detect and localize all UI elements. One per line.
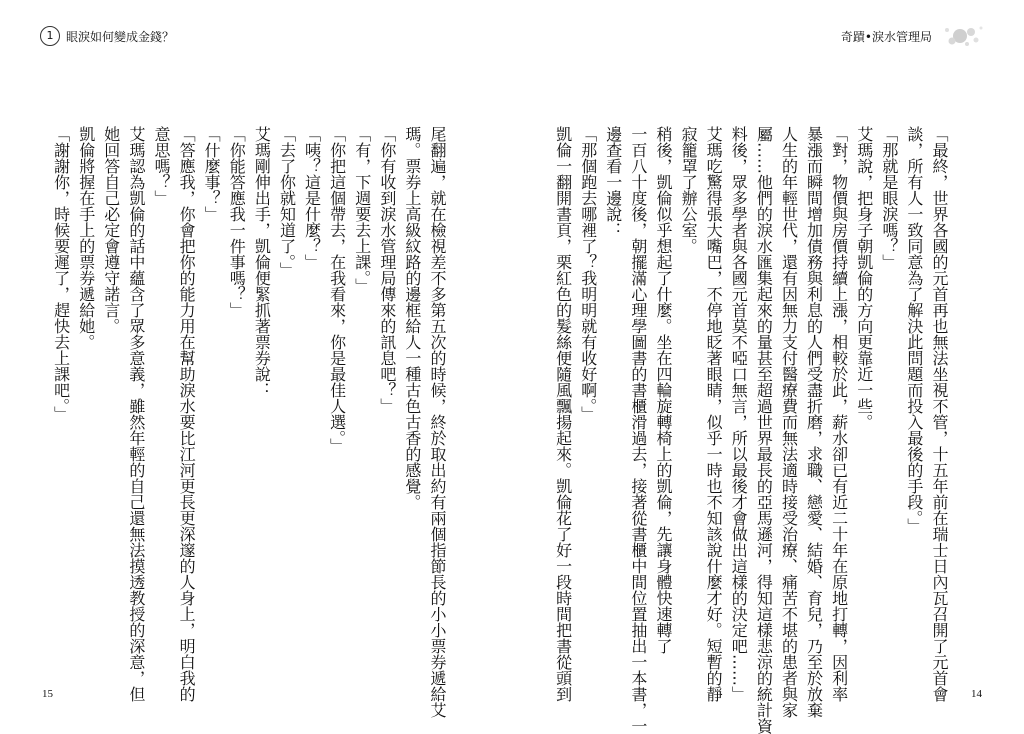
- text-column: 「什麼事？」: [202, 126, 222, 222]
- text-column: 凱倫將握在手上的票券遞給她。: [76, 126, 96, 350]
- text-column: 凱倫一翻開書頁，栗紅色的髮絲便隨風飄揚起來。凱倫花了好一段時間把書從頭到: [553, 126, 573, 702]
- text-column: 邊查看一邊說：: [603, 126, 623, 238]
- text-column: 稍後，凱倫似乎想起了什麼。坐在四輪旋轉椅上的凱倫，先讓身體快速轉了: [653, 126, 673, 654]
- right-page-text: [553, 126, 949, 734]
- text-column: 艾瑪吃驚得張大嘴巴，不停地眨著眼睛，似乎一時也不知該說什麼才好。短暫的靜: [704, 126, 724, 702]
- page-number-right: 14: [971, 688, 982, 700]
- text-column: 尾翻遍，就在檢視差不多第五次的時候，終於取出約有兩個指節長的小小票券遞給艾: [428, 126, 447, 718]
- page-number-left: 15: [42, 688, 53, 700]
- text-column: 「對，物價與房價持續上漲，相較於此，薪水卻已有近二十年在原地打轉，因利率: [829, 126, 849, 702]
- text-column: 瑪。票券上高級紋路的邊框給人一種古色古香的感覺。: [402, 126, 422, 510]
- text-column: 寂籠罩了辦公室。: [679, 126, 699, 254]
- chapter-title: 眼淚如何變成金錢？: [66, 30, 175, 44]
- text-column: 一百八十度後，朝擺滿心理學圖書的書櫃滑過去，接著從書櫃中間位置抽出一本書，一: [628, 126, 648, 734]
- text-column: 「最終，世界各國的元首再也無法坐視不管，十五年前在瑞士日內瓦召開了元首會: [930, 126, 949, 702]
- text-column: 「咦？這是什麼？」: [302, 126, 322, 270]
- text-column: 料後，眾多學者與各國元首莫不啞口無言，所以最後才會做出這樣的決定吧……」: [729, 126, 749, 702]
- text-column: 談，所有人一致同意為了解決此問題而投入最後的手段。」: [904, 126, 924, 534]
- text-column: 「去了你就知道了。」: [277, 126, 297, 278]
- book-title: 奇蹟•淚水管理局: [840, 30, 932, 44]
- text-column: 「謝謝你，時候要遲了，趕快去上課吧。」: [51, 126, 71, 422]
- text-column: 艾瑪認為凱倫的話中蘊含了眾多意義，雖然年輕的自己還無法摸透教授的深意，但: [126, 126, 146, 702]
- text-column: 「你把這個帶去，在我看來，你是最佳人選。」: [327, 126, 347, 454]
- text-column: 「有，下週要去上課。」: [352, 126, 372, 294]
- text-column: 「你能答應我一件事嗎？」: [227, 126, 247, 318]
- text-column: 「你有收到淚水管理局傳來的訊息吧？」: [377, 126, 397, 414]
- text-column: 「那個跑去哪裡了？我明明就有收好啊。」: [578, 126, 598, 422]
- chapter-number: 1: [40, 26, 60, 46]
- page-header: [40, 26, 984, 50]
- text-column: 暴漲而瞬間增加債務與利息的人們受盡折磨，求職、戀愛、結婚、育兒，乃至於放棄: [804, 126, 824, 718]
- text-column: 「答應我，你會把你的能力用在幫助淚水要比江河更長更深邃的人身上，明白我的: [177, 126, 197, 702]
- text-column: 艾瑪剛伸出手，凱倫便緊抓著票券說：: [252, 126, 272, 398]
- text-column: 屬……他們的淚水匯集起來的量甚至超過世界最長的亞馬遜河，得知這樣悲涼的統計資: [754, 126, 774, 734]
- text-column: 人生的年輕世代，還有因無力支付醫療費而無法適時接受治療、痛苦不堪的患者與家: [779, 126, 799, 718]
- text-column: 「那就是眼淚嗎？」: [879, 126, 899, 270]
- left-page-text: [51, 126, 447, 718]
- text-column: 艾瑪說，把身子朝凱倫的方向更靠近一些。: [854, 126, 874, 430]
- splash-ornament-icon: [940, 22, 984, 50]
- text-column: 意思嗎？」: [151, 126, 171, 206]
- text-column: 她回答自己必定會遵守諾言。: [101, 126, 121, 334]
